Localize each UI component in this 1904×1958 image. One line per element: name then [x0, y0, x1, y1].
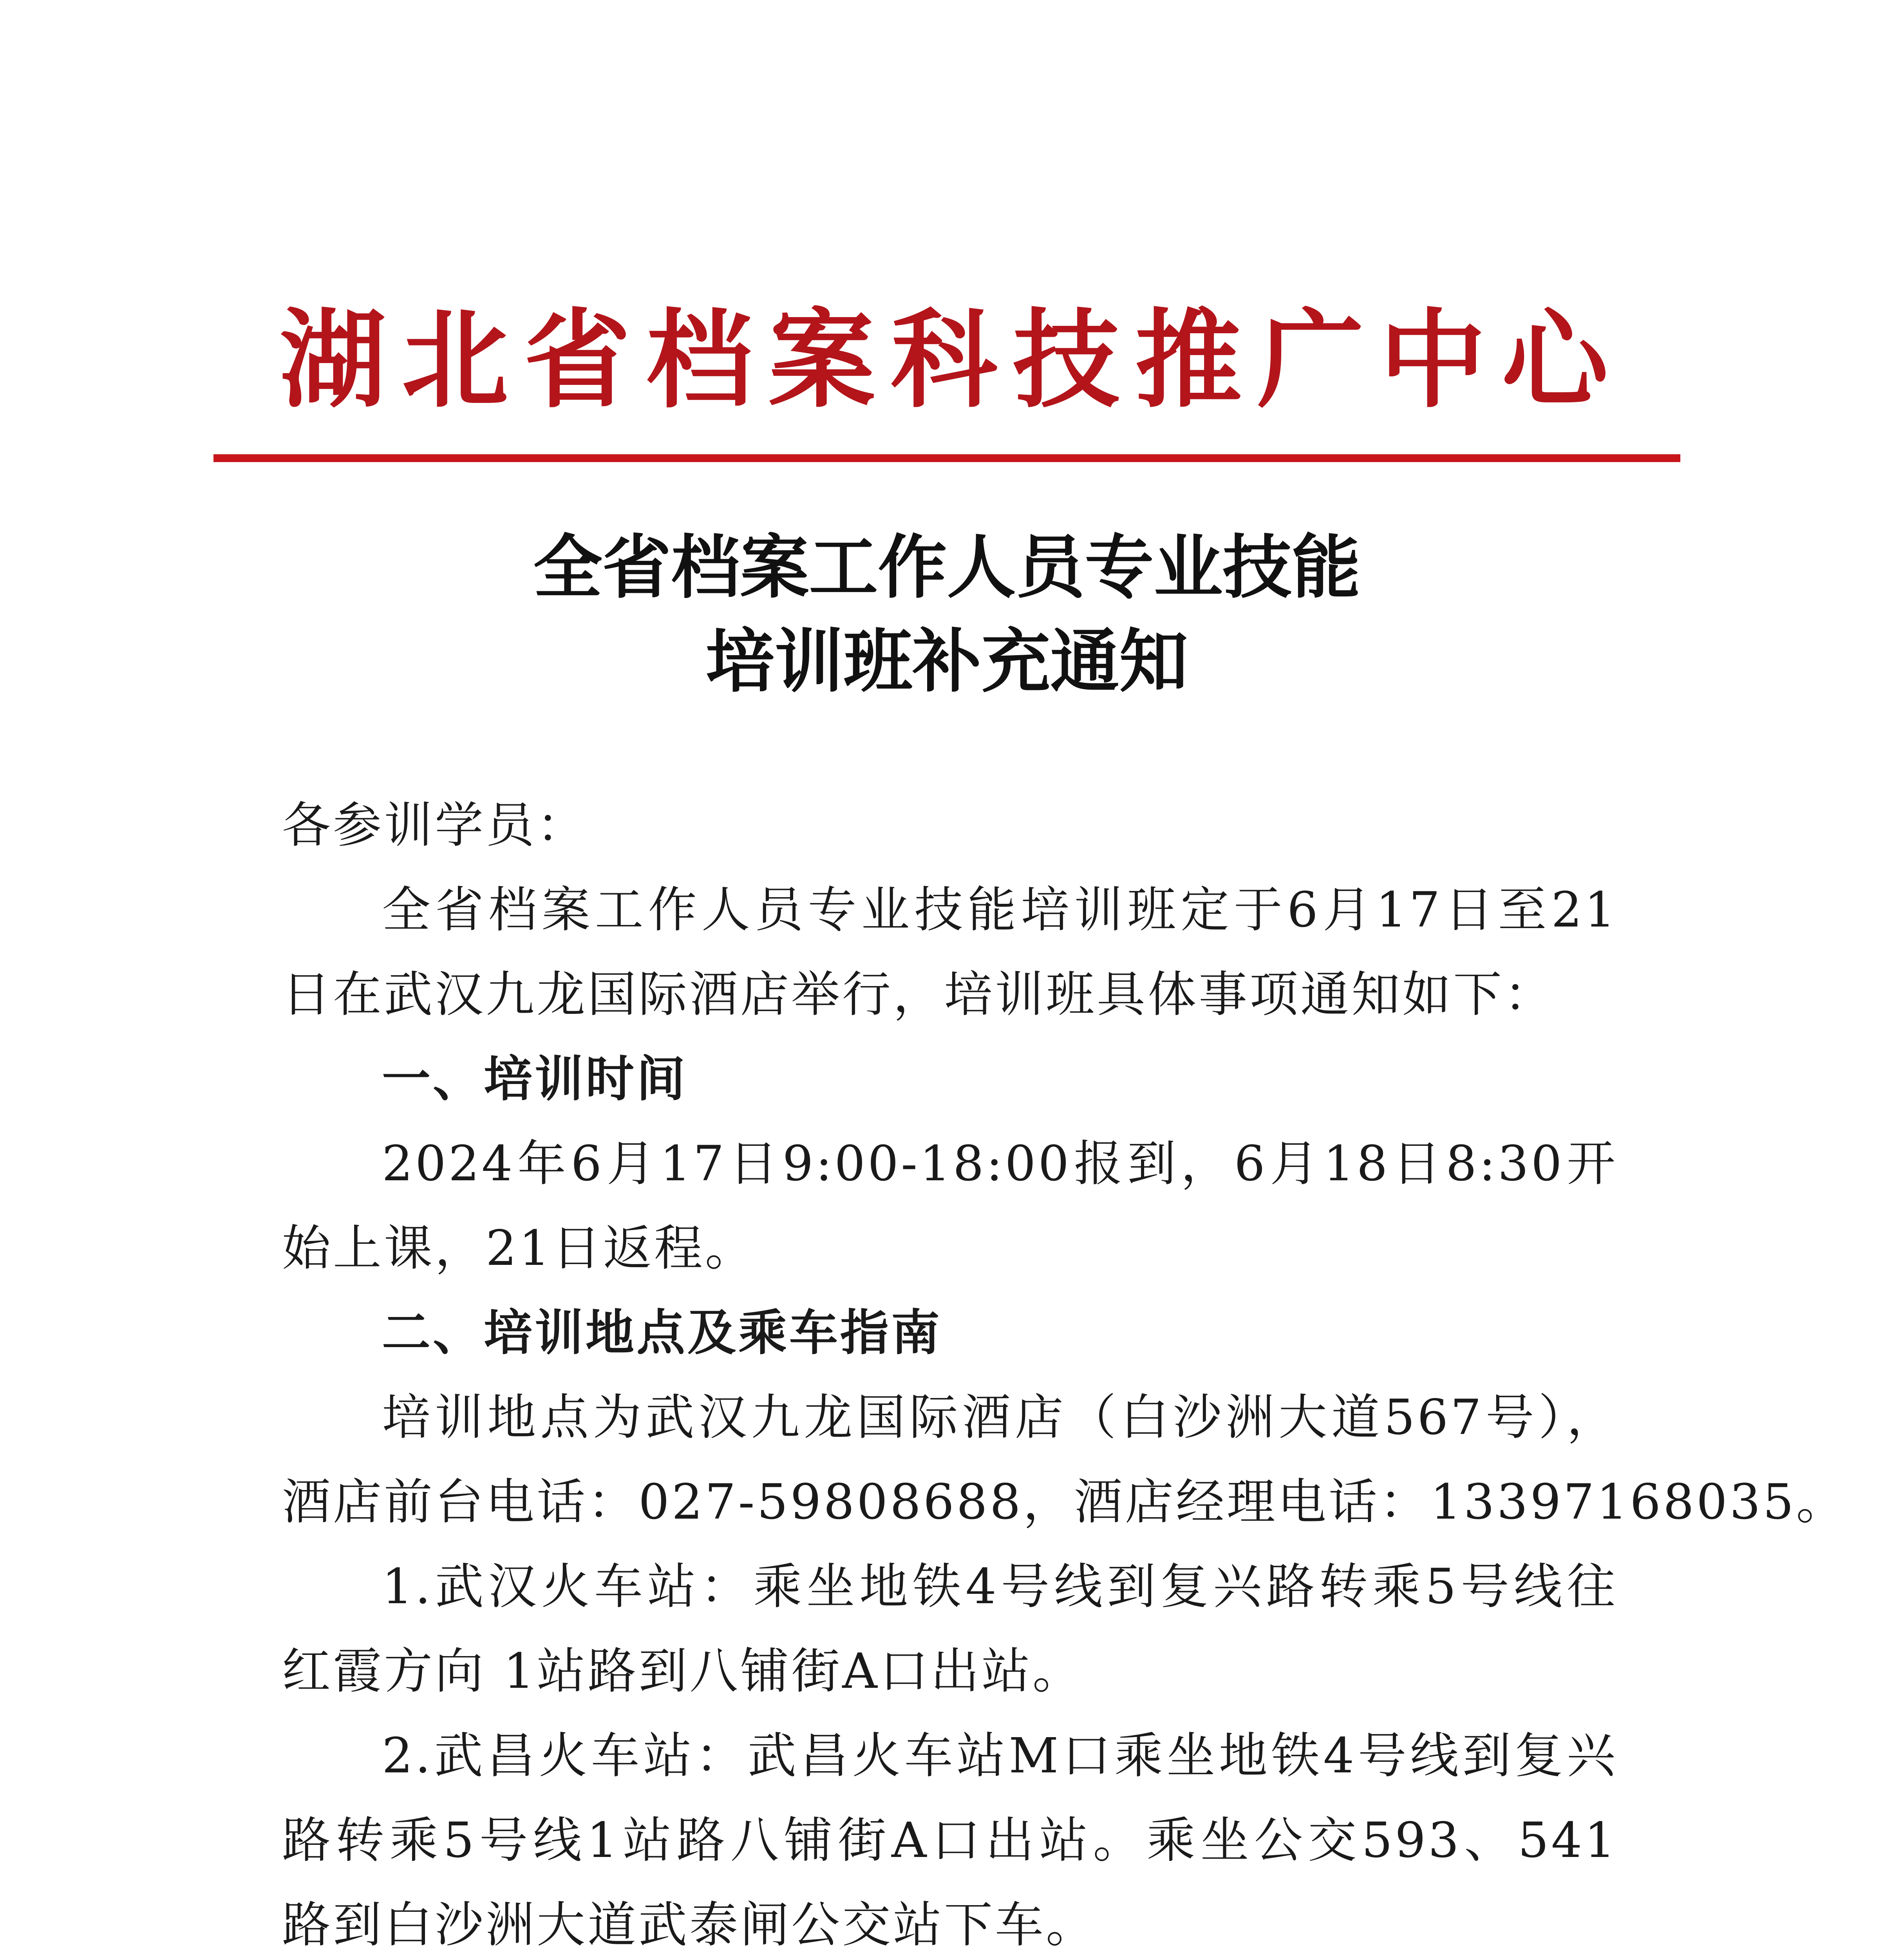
route-line: 红霞方向 1站路到八铺街A口出站。 [282, 1643, 1083, 1700]
paragraph-line: 酒店前台电话：027-59808688，酒店经理电话：13397168035。 [282, 1474, 1847, 1530]
paragraph-line: 2024年6月17日9:00-18:00报到，6月18日8:30开 [382, 1136, 1618, 1192]
paragraph-line: 培训地点为武汉九龙国际酒店（白沙洲大道567号）， [382, 1389, 1618, 1446]
route-line: 路到白沙洲大道武泰闸公交站下车。 [282, 1897, 1097, 1953]
salutation: 各参训学员： [282, 797, 588, 854]
intro-line: 日在武汉九龙国际酒店举行，培训班具体事项通知如下： [282, 966, 1555, 1023]
section-heading-time: 一、培训时间 [382, 1051, 688, 1107]
section-heading-location: 二、培训地点及乘车指南 [382, 1305, 942, 1361]
paragraph-line: 始上课，21日返程。 [282, 1220, 756, 1277]
route-line: 路转乘5号线1站路八铺街A口出站。乘坐公交593、541 [282, 1812, 1618, 1869]
letterhead-org-name: 湖北省档案科技推广中心 [280, 298, 1624, 423]
letterhead-red-rule [213, 454, 1680, 462]
document-title-line-1: 全省档案工作人员专业技能 [533, 527, 1361, 608]
document-body [282, 783, 1847, 1958]
route-line: 1.武汉火车站：乘坐地铁4号线到复兴路转乘5号线往 [382, 1559, 1618, 1615]
intro-line: 全省档案工作人员专业技能培训班定于6月17日至21 [382, 882, 1618, 938]
document-title-line-2: 培训班补充通知 [705, 621, 1188, 702]
route-line: 2.武昌火车站：武昌火车站M口乘坐地铁4号线到复兴 [382, 1728, 1618, 1784]
